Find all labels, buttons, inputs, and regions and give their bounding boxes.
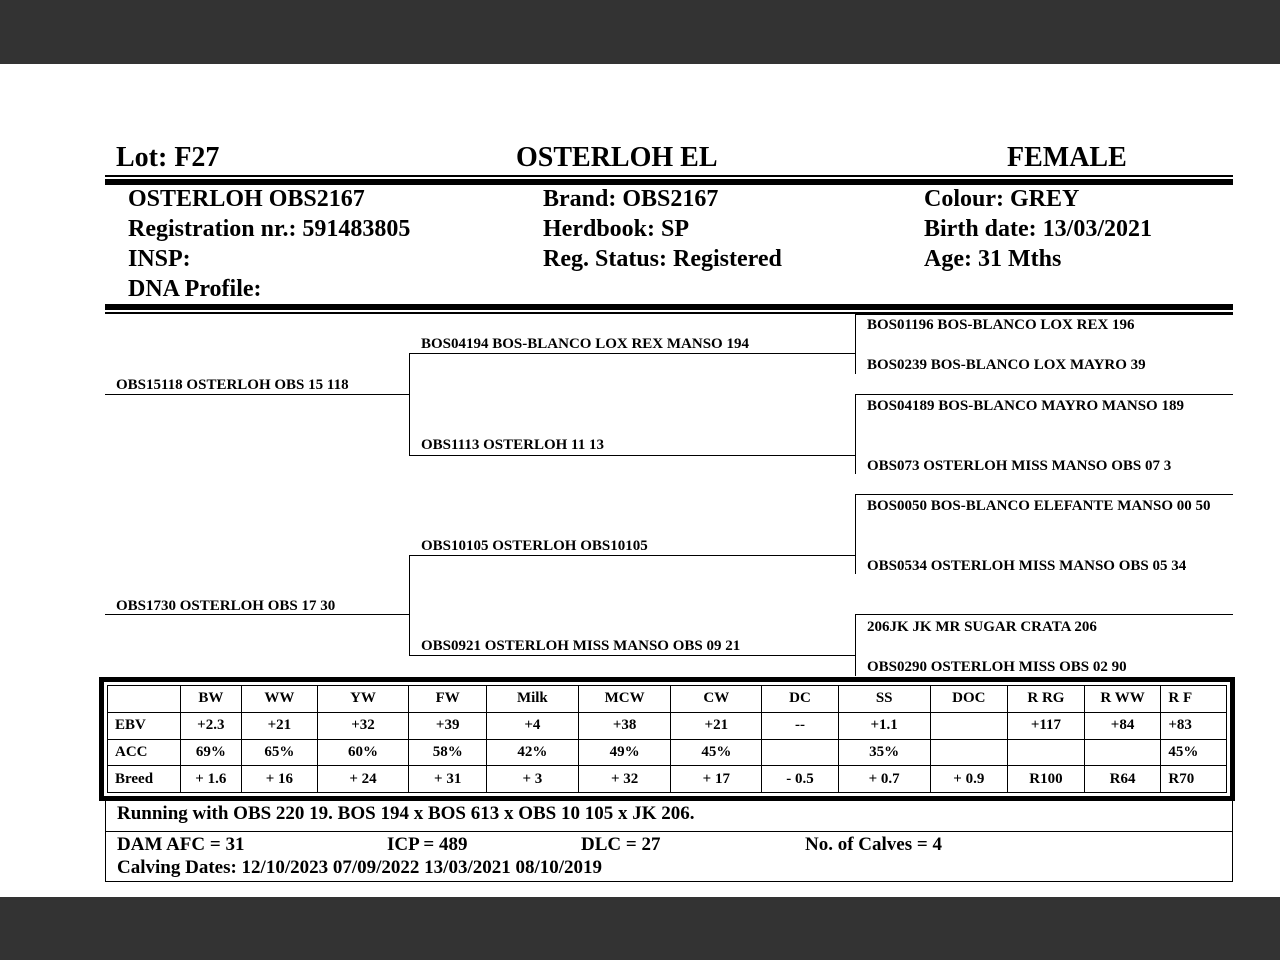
table-cell: + 24	[317, 766, 409, 793]
table-header-cell: Milk	[487, 686, 579, 713]
pedigree-ggp-7: 206JK JK MR SUGAR CRATA 206	[867, 619, 1097, 635]
table-cell: +117	[1008, 712, 1085, 739]
table-header-cell: YW	[317, 686, 409, 713]
bottom-dark-bar	[0, 897, 1280, 960]
table-cell: + 17	[671, 766, 762, 793]
table-header-cell: R RG	[1008, 686, 1085, 713]
pedigree-sire-dam: OBS1113 OSTERLOH 11 13	[421, 437, 604, 453]
calving-box	[105, 831, 1233, 882]
table-header-cell: FW	[409, 686, 487, 713]
info-rule-thick	[105, 304, 1233, 310]
running-with-text: Running with OBS 220 19. BOS 194 x BOS 613 x OBS 10 105 x JK 206.	[117, 803, 695, 824]
table-cell: 58%	[409, 739, 487, 766]
pedigree-ggp-6: OBS0534 OSTERLOH MISS MANSO OBS 05 34	[867, 558, 1187, 574]
table-header-cell: CW	[671, 686, 762, 713]
pedigree-ggp-4: OBS073 OSTERLOH MISS MANSO OBS 07 3	[867, 458, 1172, 474]
table-cell: R70	[1161, 766, 1227, 793]
table-row	[108, 766, 1227, 793]
table-header-cell: R F	[1161, 686, 1227, 713]
row-label: EBV	[108, 712, 181, 739]
calving-dates: Calving Dates: 12/10/2023 07/09/2022 13/03/2021 08/10/2019	[117, 857, 603, 878]
table-cell: +38	[578, 712, 671, 739]
table-cell: +4	[487, 712, 579, 739]
table-header-cell: DOC	[930, 686, 1008, 713]
table-cell: 49%	[578, 739, 671, 766]
row-label: Breed	[108, 766, 181, 793]
pedigree-dam-sire: OBS10105 OSTERLOH OBS10105	[421, 538, 648, 554]
table-header-cell: MCW	[578, 686, 671, 713]
header-rule-thin	[105, 175, 1233, 177]
table-header-cell	[108, 686, 181, 713]
table-header-cell: WW	[242, 686, 318, 713]
table-cell: +1.1	[838, 712, 930, 739]
table-cell: +84	[1084, 712, 1161, 739]
table-cell	[930, 712, 1008, 739]
lot-label: Lot: F27	[116, 142, 220, 173]
table-cell: 35%	[838, 739, 930, 766]
table-cell: R64	[1084, 766, 1161, 793]
table-cell: --	[762, 712, 839, 739]
dlc: DLC = 27	[581, 834, 661, 855]
table-cell: 60%	[317, 739, 409, 766]
table-cell: +2.3	[180, 712, 241, 739]
row-label: ACC	[108, 739, 181, 766]
table-cell: R100	[1008, 766, 1085, 793]
table-header-cell: BW	[180, 686, 241, 713]
birth-date: Birth date: 13/03/2021	[924, 216, 1152, 242]
table-row	[108, 739, 1227, 766]
animal-name: OSTERLOH EL	[516, 142, 718, 173]
running-with-box	[105, 801, 1233, 832]
table-cell: 42%	[487, 739, 579, 766]
herdbook: Herdbook: SP	[543, 216, 690, 242]
pedigree-sire-sire: BOS04194 BOS-BLANCO LOX REX MANSO 194	[421, 336, 749, 352]
pedigree-dam-dam: OBS0921 OSTERLOH MISS MANSO OBS 09 21	[421, 638, 741, 654]
table-cell: 45%	[1161, 739, 1227, 766]
reg-status: Reg. Status: Registered	[543, 246, 782, 272]
top-dark-bar	[0, 0, 1280, 64]
table-cell: + 1.6	[180, 766, 241, 793]
table-row	[108, 712, 1227, 739]
icp: ICP = 489	[387, 834, 468, 855]
table-cell: + 31	[409, 766, 487, 793]
pedigree-ggp-1: BOS01196 BOS-BLANCO LOX REX 196	[867, 317, 1135, 333]
table-cell	[1084, 739, 1161, 766]
sex-label: FEMALE	[1007, 142, 1127, 173]
pedigree-ggp-8: OBS0290 OSTERLOH MISS OBS 02 90	[867, 659, 1127, 675]
table-cell: + 0.7	[838, 766, 930, 793]
table-cell: + 3	[487, 766, 579, 793]
registration-number: Registration nr.: 591483805	[128, 216, 411, 242]
table-cell: +32	[317, 712, 409, 739]
table-header-cell: DC	[762, 686, 839, 713]
table-cell: 45%	[671, 739, 762, 766]
table-header-cell: SS	[838, 686, 930, 713]
table-cell: - 0.5	[762, 766, 839, 793]
pedigree-ggp-3: BOS04189 BOS-BLANCO MAYRO MANSO 189	[867, 398, 1184, 414]
table-cell: +21	[242, 712, 318, 739]
table-cell: +83	[1161, 712, 1227, 739]
table-cell	[930, 739, 1008, 766]
no-of-calves: No. of Calves = 4	[805, 834, 942, 855]
table-cell	[762, 739, 839, 766]
table-cell: 69%	[180, 739, 241, 766]
pedigree-ggp-5: BOS0050 BOS-BLANCO ELEFANTE MANSO 00 50	[867, 498, 1211, 514]
table-cell: + 32	[578, 766, 671, 793]
dam-afc: DAM AFC = 31	[117, 834, 245, 855]
age: Age: 31 Mths	[924, 246, 1062, 272]
brand: Brand: OBS2167	[543, 186, 719, 212]
ebv-table-frame	[99, 677, 1235, 801]
pedigree-dam: OBS1730 OSTERLOH OBS 17 30	[116, 598, 336, 614]
animal-id: OSTERLOH OBS2167	[128, 186, 365, 212]
table-cell	[1008, 739, 1085, 766]
pedigree-sire: OBS15118 OSTERLOH OBS 15 118	[116, 377, 349, 393]
dna-profile-label: DNA Profile:	[128, 276, 262, 302]
header-rule-thick	[105, 179, 1233, 185]
table-cell: +39	[409, 712, 487, 739]
pedigree-ggp-2: BOS0239 BOS-BLANCO LOX MAYRO 39	[867, 357, 1146, 373]
table-cell: +21	[671, 712, 762, 739]
table-header-cell: R WW	[1084, 686, 1161, 713]
colour: Colour: GREY	[924, 186, 1080, 212]
ebv-table	[107, 685, 1227, 793]
table-cell: 65%	[242, 739, 318, 766]
ebv-header-row	[108, 686, 1227, 713]
insp-label: INSP:	[128, 246, 191, 272]
table-cell: + 0.9	[930, 766, 1008, 793]
table-cell: + 16	[242, 766, 318, 793]
